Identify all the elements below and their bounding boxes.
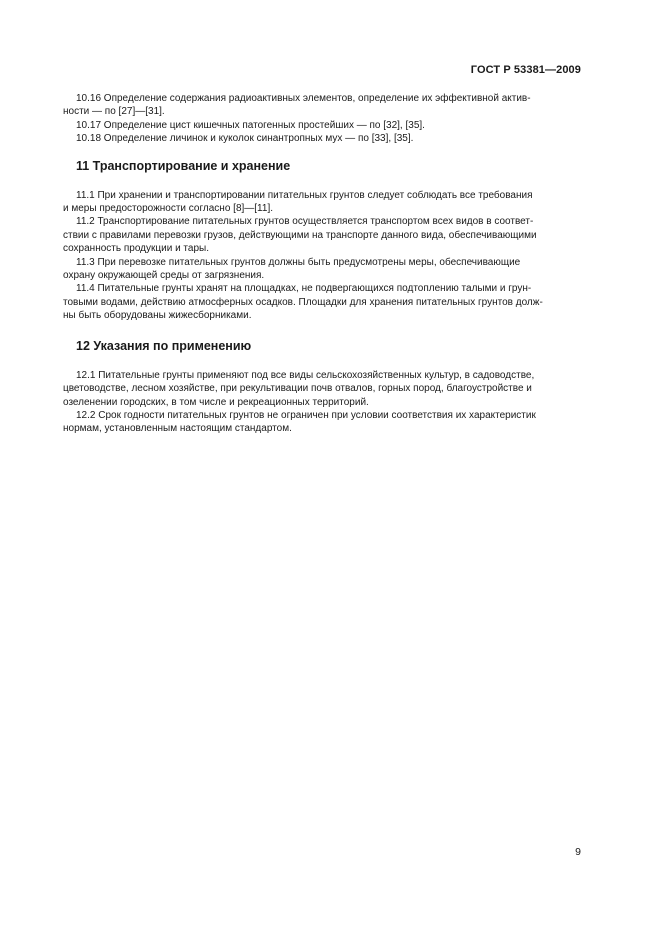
text-line	[76, 92, 582, 105]
section-12-title: 12 Указания по применению	[76, 338, 252, 353]
clause-11-4	[63, 282, 582, 322]
document-body	[63, 92, 582, 436]
text-line	[63, 296, 582, 309]
text-line	[76, 369, 582, 382]
clause-11-2	[63, 215, 582, 255]
text-line-content: 11.3 При перевозке питательных грунтов должны быть предусмотрены меры, обеспечивающие	[76, 256, 521, 268]
text-line-content: ности — по [27]—[31].	[63, 106, 165, 118]
text-line-content: сохранность продукции и тары.	[63, 243, 209, 255]
text-line-content: охрану окружающей среды от загрязнения.	[63, 270, 265, 282]
text-line	[63, 202, 582, 215]
text-line-content: 12.1 Питательные грунты применяют под все виды сельскохозяйственных культур, в садоводстве,	[76, 369, 535, 381]
text-line	[63, 229, 582, 242]
clause-12-2	[63, 409, 582, 436]
clause-10-18	[76, 132, 582, 145]
text-line	[76, 215, 582, 228]
document-code-header: ГОСТ Р 53381—2009	[470, 64, 581, 76]
text-line	[63, 396, 582, 409]
clause-11-1	[63, 189, 582, 216]
text-line-content: ствии с правилами перевозки грузов, действующими на транспорте данного вида, обеспечивающими	[63, 229, 537, 241]
text-line-content: 12.2 Срок годности питательных грунтов не ограничен при условии соответствия их характеристик	[76, 409, 536, 421]
text-line	[63, 269, 582, 282]
text-line-content: 11.4 Питательные грунты хранят на площадках, не подвергающихся подтоплению талыми и грун-	[76, 283, 532, 295]
clause-10-17	[76, 119, 582, 132]
text-line	[76, 282, 582, 295]
text-line-content: 11.2 Транспортирование питательных грунтов осуществляется транспортом всех видов в соответ-	[76, 216, 534, 228]
text-line	[76, 132, 582, 145]
text-line-content: и меры предосторожности согласно [8]—[11].	[63, 203, 273, 215]
clause-12-1	[63, 369, 582, 409]
text-line	[76, 119, 582, 132]
text-line-content: 10.17 Определение цист кишечных патогенных простейших — по [32], [35].	[76, 119, 425, 131]
text-line	[76, 256, 582, 269]
text-line-content: цветоводстве, лесном хозяйстве, при рекультивации почв отвалов, горных пород, благоустройстве и	[63, 383, 532, 395]
text-line	[63, 309, 582, 322]
text-line	[63, 422, 582, 435]
text-line	[63, 105, 582, 118]
clause-11-3	[63, 256, 582, 283]
text-line	[63, 382, 582, 395]
text-line	[76, 189, 582, 202]
page-number: 9	[575, 846, 581, 858]
clause-10-16	[63, 92, 582, 119]
text-line-content: 10.16 Определение содержания радиоактивных элементов, определение их эффективной актив-	[76, 93, 531, 104]
text-line-content: ны быть оборудованы жижесборниками.	[63, 310, 252, 322]
text-line-content: озеленении городских, в том числе и рекреационных территорий.	[63, 396, 369, 408]
section-11-title: 11 Транспортирование и хранение	[76, 158, 291, 173]
text-line	[76, 409, 582, 422]
text-line-content: товыми водами, действию атмосферных осадков. Площадки для хранения питательных грунтов долж-	[63, 296, 543, 308]
text-line	[63, 242, 582, 255]
text-line-content: 10.18 Определение личинок и куколок синантропных мух — по [33], [35].	[76, 133, 414, 145]
text-line-content: 11.1 При хранении и транспортировании питательных грунтов следует соблюдать все требования	[76, 189, 533, 201]
text-line-content: нормам, установленным настоящим стандартом.	[63, 423, 292, 435]
